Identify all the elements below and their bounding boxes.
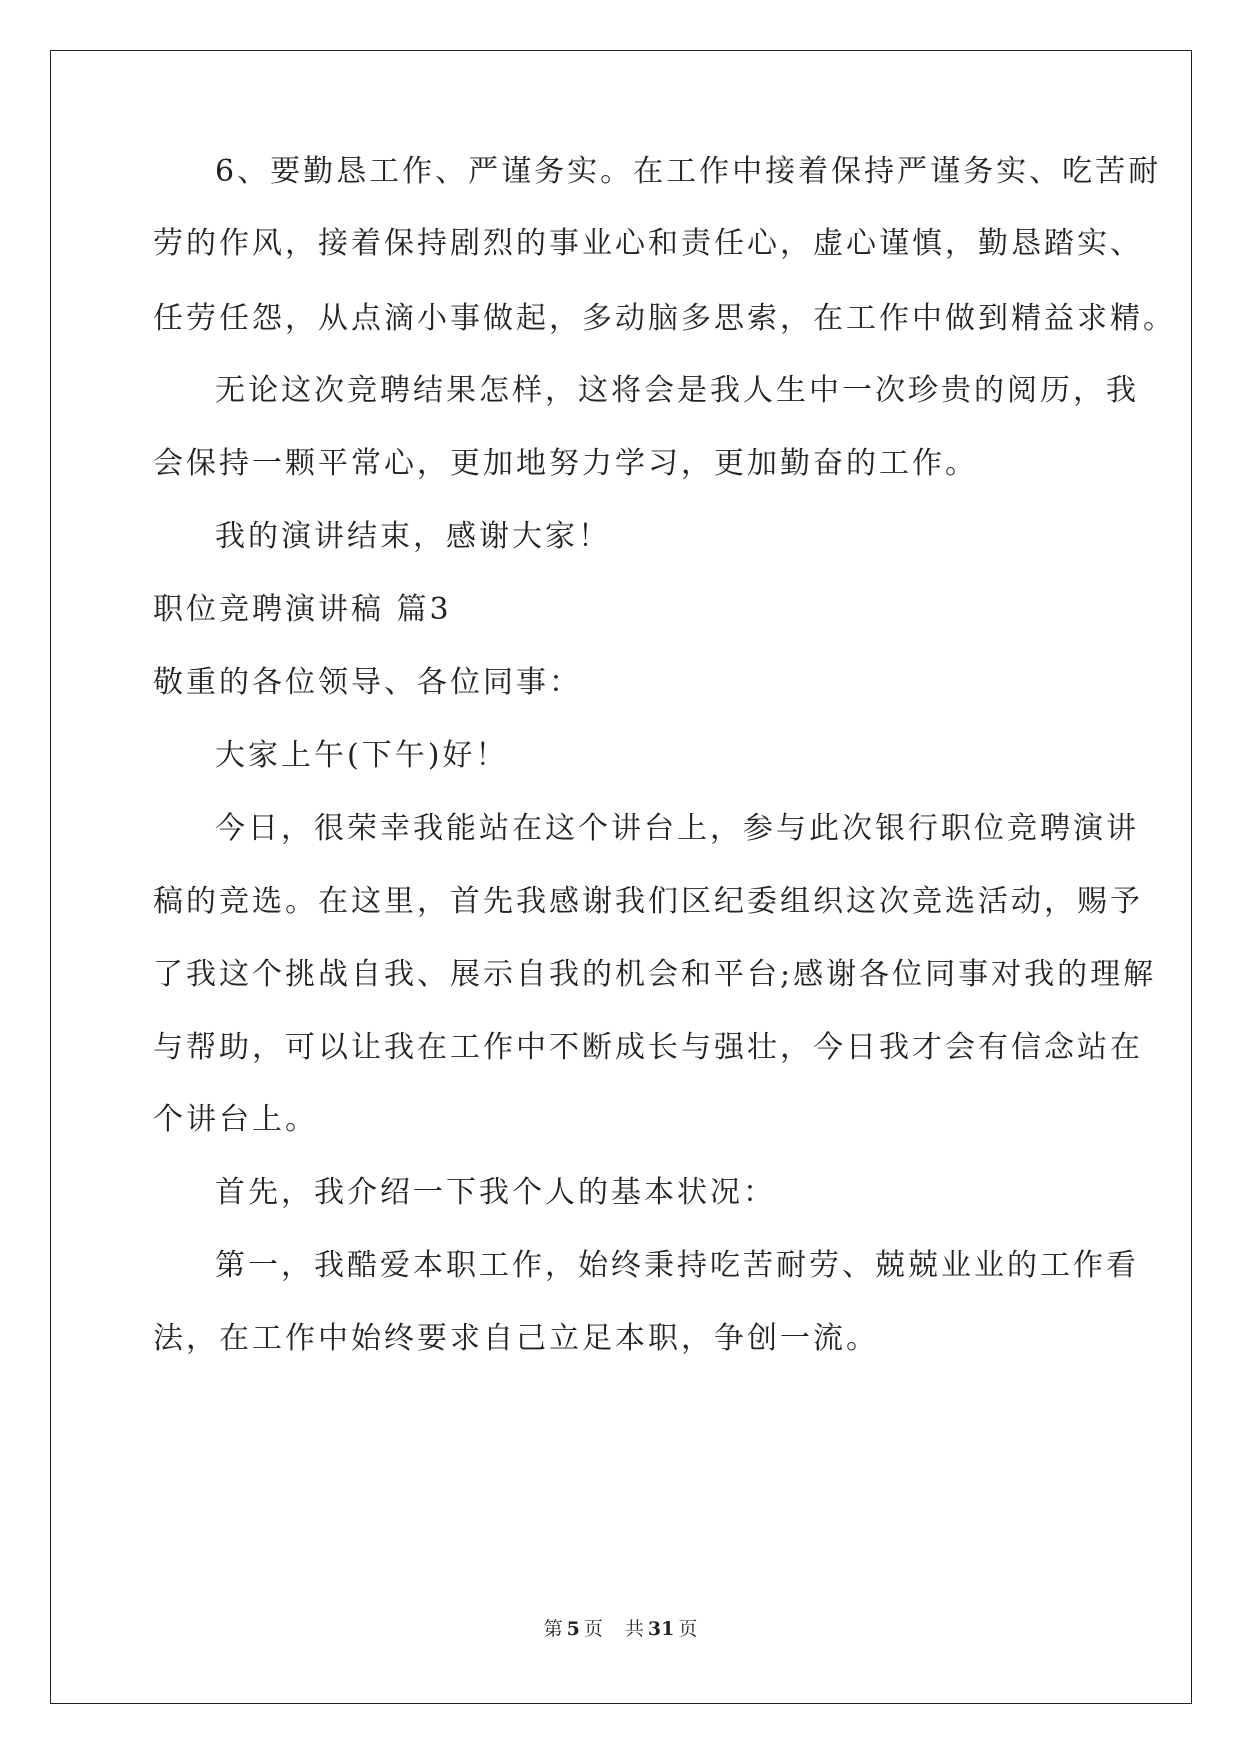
text-line: 今日，很荣幸我能站在这个讲台上，参与此次银行职位竞聘演讲 [215, 811, 1139, 846]
salutation: 敬重的各位领导、各位同事： [153, 665, 582, 700]
page-footer [0, 1617, 1241, 1641]
text-line: 个讲台上。 [153, 1102, 318, 1137]
total-suffix: 页 [678, 1618, 698, 1640]
text-line: 稿的竞选。在这里，首先我感谢我们区纪委组织这次竞选活动，赐予 [153, 884, 1143, 919]
page-suffix: 页 [583, 1618, 603, 1640]
total-pages: 31 [647, 1618, 675, 1640]
text-line: 第一，我酷爱本职工作，始终秉持吃苦耐劳、兢兢业业的工作看 [215, 1248, 1139, 1283]
page-number: 5 [566, 1618, 580, 1640]
text-line: 大家上午(下午)好！ [215, 738, 509, 773]
text-line: 会保持一颗平常心，更加地努力学习，更加勤奋的工作。 [153, 446, 978, 481]
section-heading: 职位竞聘演讲稿 篇3 [153, 592, 452, 627]
text-line: 与帮助，可以让我在工作中不断成长与强壮，今日我才会有信念站在 [153, 1030, 1143, 1065]
text-line: 法，在工作中始终要求自己立足本职，争创一流。 [153, 1321, 879, 1356]
text-line: 首先，我介绍一下我个人的基本状况： [215, 1175, 776, 1210]
text-line: 无论这次竞聘结果怎样，这将会是我人生中一次珍贵的阅历，我 [215, 373, 1139, 408]
text-line: 了我这个挑战自我、展示自我的机会和平台;感谢各位同事对我的理解 [153, 957, 1157, 992]
page-prefix: 第 [543, 1618, 563, 1640]
text-line: 6、要勤恳工作、严谨务实。在工作中接着保持严谨务实、吃苦耐 [215, 154, 1162, 189]
text-line: 任劳任怨，从点滴小事做起，多动脑多思索，在工作中做到精益求精。 [153, 301, 1176, 336]
text-line: 劳的作风，接着保持剧烈的事业心和责任心，虚心谨慎，勤恳踏实、 [153, 226, 1143, 261]
total-prefix: 共 [624, 1618, 644, 1640]
text-line: 我的演讲结束，感谢大家！ [215, 519, 611, 554]
